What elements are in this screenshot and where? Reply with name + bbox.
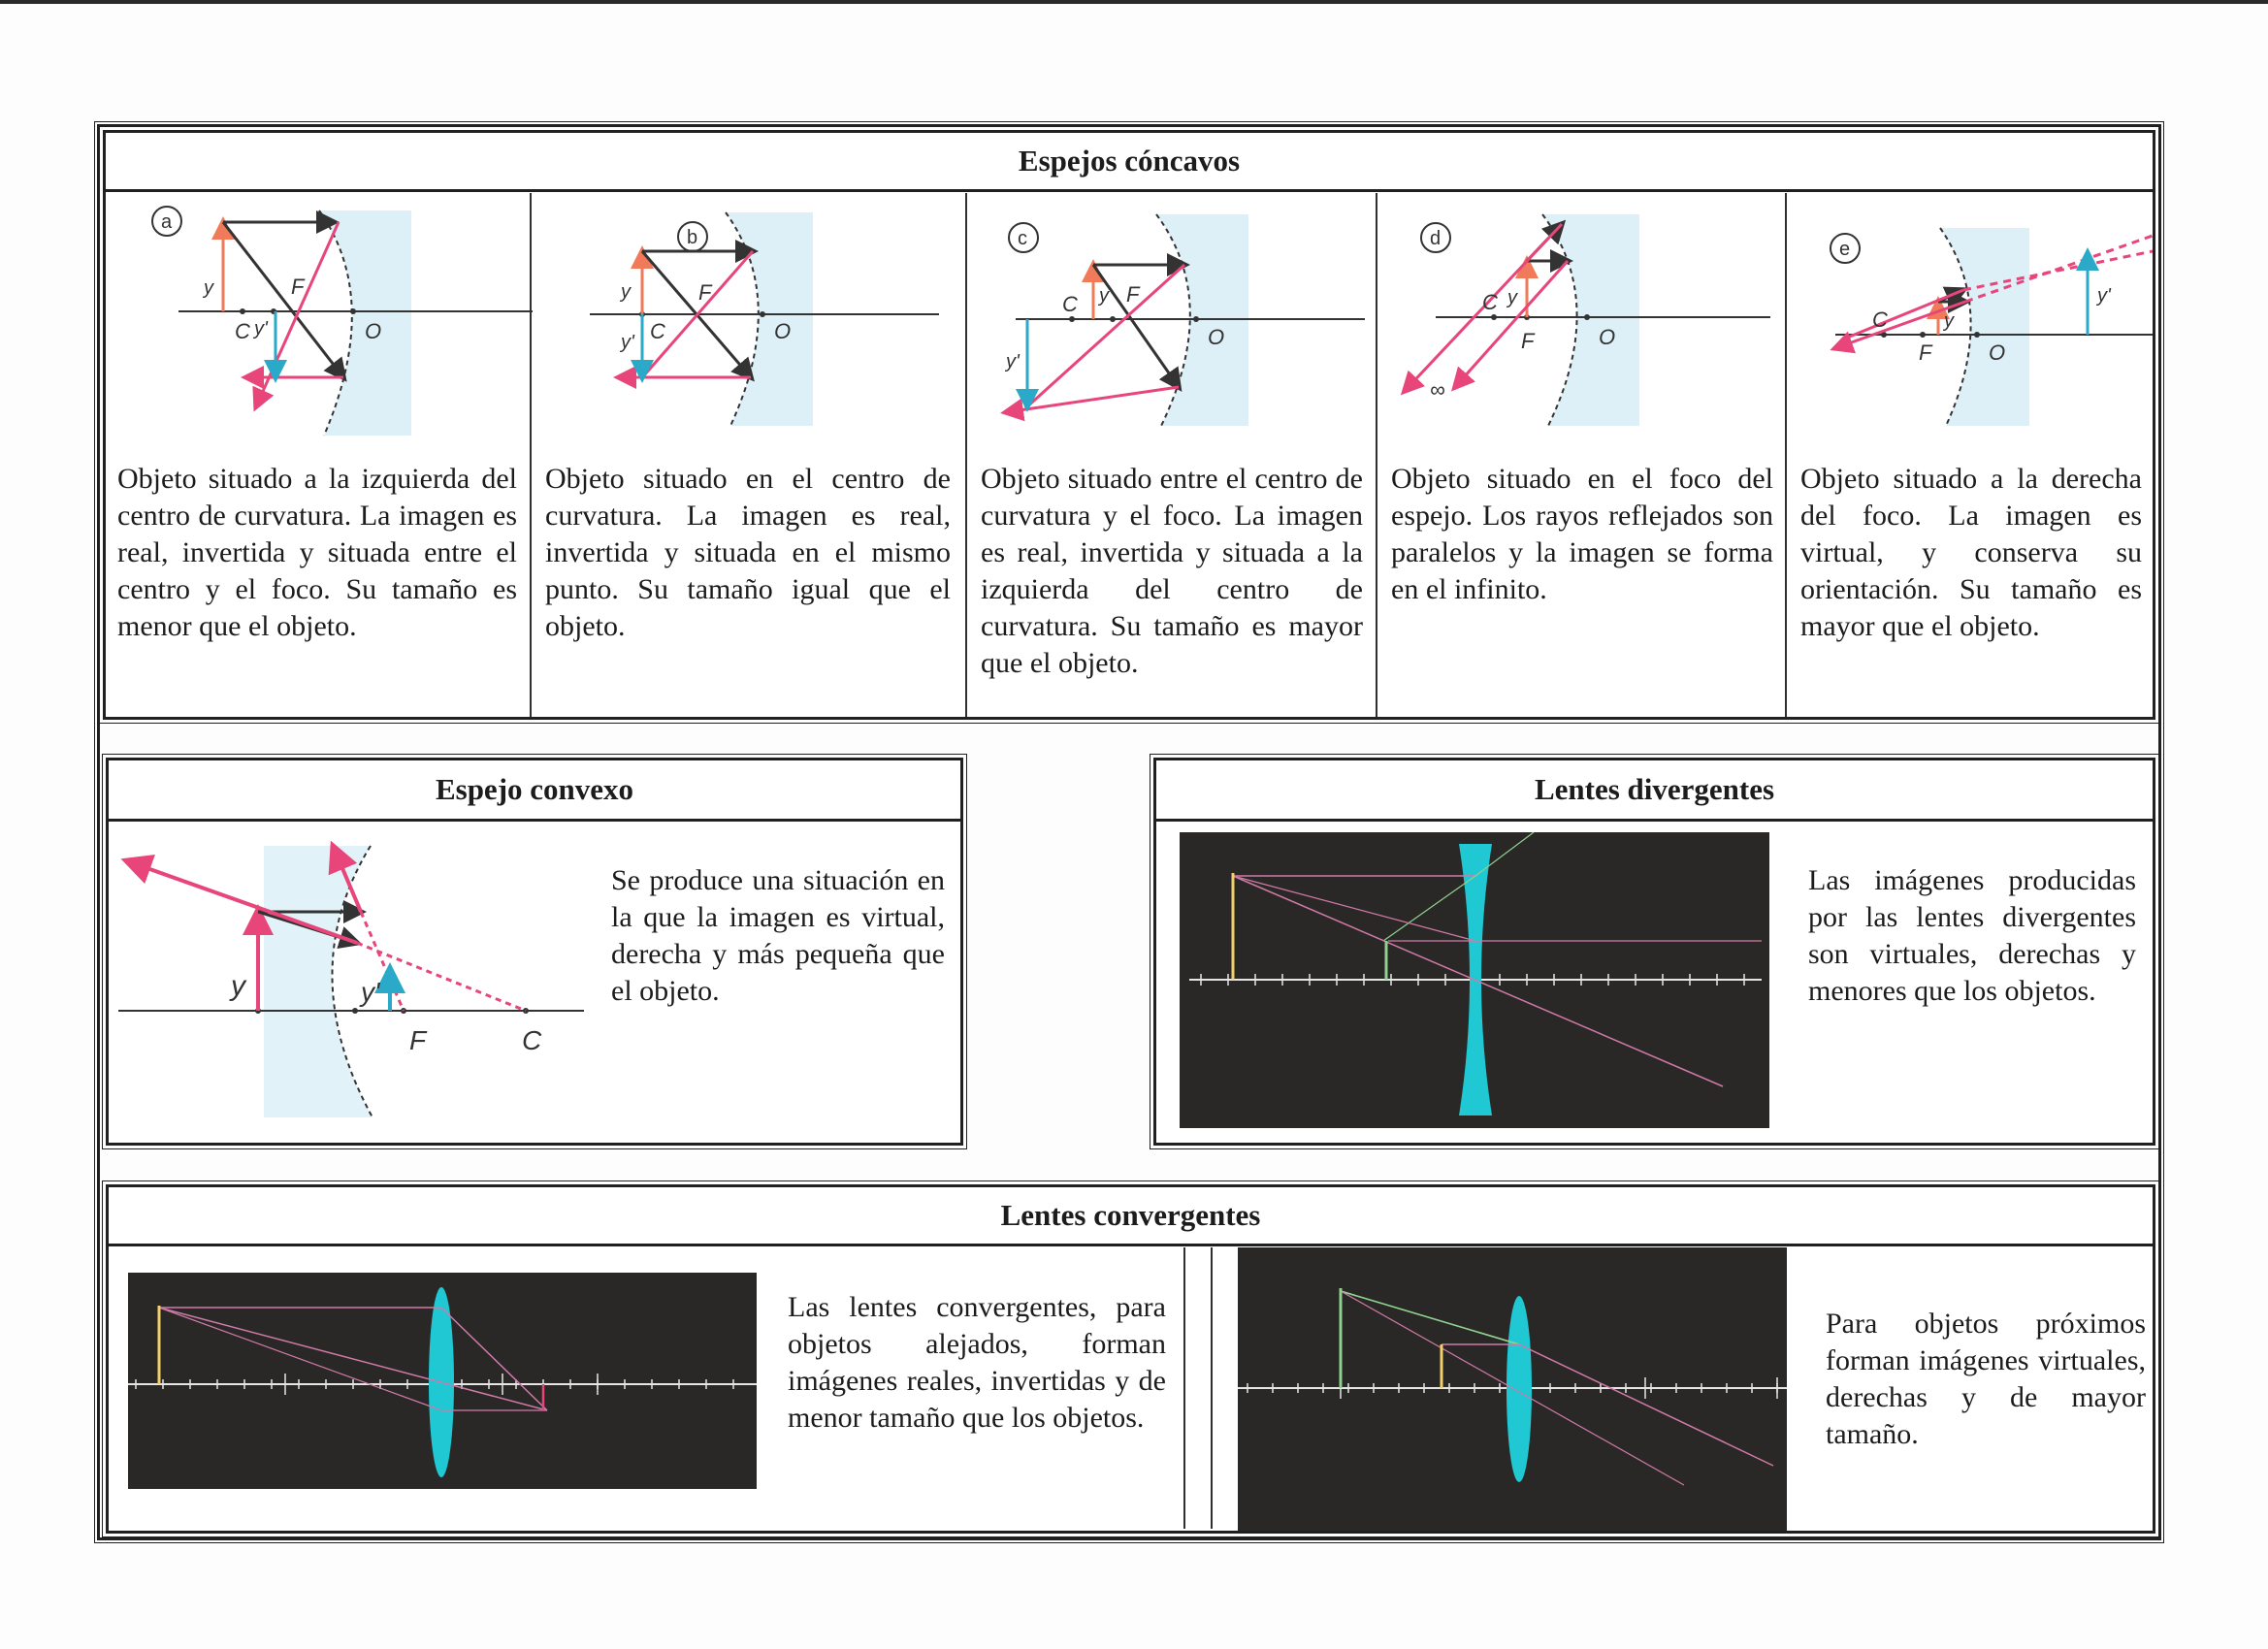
concave-a-description: Objeto situado a la izquierda del centro de curvatura. La imagen es real, invertida y situada entre el centro y el foco. Su tamaño es menor que el objeto. <box>117 463 517 642</box>
svg-text:O: O <box>1208 325 1225 349</box>
concave-d-o-point <box>1584 314 1590 320</box>
converging-far-description: Las lentes convergentes, para objetos alejados, forman imágenes reales, invertidas y de menor tamaño que los objetos. <box>788 1291 1166 1434</box>
concave-mirrors-section <box>103 130 2155 720</box>
concave-header-divider <box>106 189 2153 192</box>
convex-mirror-title: Espejo convexo <box>435 772 634 806</box>
concave-b-letter: b <box>687 227 698 248</box>
concave-a-o-label: O <box>365 319 382 343</box>
svg-text:C: C <box>1062 292 1078 316</box>
concave-d-description: Objeto situado en el foco del espejo. Los rayos reflejados son paralelos y la imagen se forma en el infinito. <box>1391 463 1773 605</box>
concave-e-letter: e <box>1839 239 1851 260</box>
convex-f-label: F <box>409 1025 427 1055</box>
concave-a-c-label: C <box>235 319 250 343</box>
convex-diagram <box>118 826 603 1137</box>
svg-text:y': y' <box>621 332 634 353</box>
concave-e-o-point <box>1974 332 1980 338</box>
convex-y-label: y <box>231 970 245 1002</box>
concave-a-c-point <box>240 308 245 314</box>
converging-near-lens <box>1507 1296 1532 1482</box>
concave-mirrors-title: Espejos cóncavos <box>1018 144 1241 178</box>
concave-case-c <box>967 193 1376 717</box>
svg-text:y: y <box>621 281 631 303</box>
converging-lenses-title: Lentes convergentes <box>1000 1198 1261 1232</box>
converging-divider <box>1183 1247 1185 1529</box>
diverging-description: Las imágenes producidas por las lentes divergentes son virtuales, derechas y menores que los objetos. <box>1808 864 2136 1007</box>
svg-text:F: F <box>1126 282 1140 307</box>
svg-text:y: y <box>1944 310 1954 332</box>
concave-c-o-point <box>1193 316 1199 322</box>
concave-diagram-b <box>532 193 958 445</box>
concave-d-letter: d <box>1430 228 1442 249</box>
concave-b-description: Objeto situado en el centro de curvatura. La imagen es real, invertida y situada en el mismo punto. Su tamaño igual que el objeto. <box>545 463 951 642</box>
concave-case-d <box>1377 193 1785 717</box>
converging-lenses-section <box>106 1184 2155 1534</box>
svg-text:C: C <box>1872 307 1888 332</box>
concave-diagram-c <box>967 193 1375 445</box>
concave-a-o-point <box>350 308 356 314</box>
svg-text:F: F <box>698 280 712 305</box>
concave-c-c-point <box>1069 316 1075 322</box>
concave-e-description: Objeto situado a la derecha del foco. La imagen es virtual, y conserva su orientación. Su tamaño es mayor que el objeto. <box>1800 463 2142 642</box>
svg-text:F: F <box>1919 340 1932 365</box>
svg-text:y: y <box>1507 287 1517 308</box>
concave-diagram-e <box>1787 193 2153 445</box>
concave-diagram-a <box>120 193 537 445</box>
concave-c-letter: c <box>1018 228 1027 249</box>
concave-c-description: Objeto situado entre el centro de curvatura y el foco. La imagen es real, invertida y situada a la izquierda del centro de curvatura. Su tamaño es mayor que el objeto. <box>981 463 1363 679</box>
concave-a-f-label: F <box>291 275 305 299</box>
concave-a-letter: a <box>161 211 173 233</box>
svg-text:C: C <box>650 319 665 343</box>
concave-case-b <box>532 193 965 717</box>
convex-c-label: C <box>522 1025 542 1055</box>
concave-e-f-point <box>1920 332 1926 338</box>
svg-text:C: C <box>1482 290 1498 314</box>
concave-case-a <box>106 193 530 717</box>
convex-yp-label: y' <box>361 977 380 1007</box>
concave-d-infinity-label: ∞ <box>1430 377 1445 402</box>
svg-text:O: O <box>774 319 792 343</box>
concave-a-yp-label: y' <box>254 318 268 340</box>
svg-text:O: O <box>1599 325 1616 349</box>
converging-near-simulation <box>1238 1247 1787 1531</box>
svg-text:y': y' <box>1006 351 1020 372</box>
outer-frame <box>97 124 2161 1540</box>
svg-text:F: F <box>1521 329 1535 353</box>
svg-text:y: y <box>1099 285 1109 307</box>
converging-near-description: Para objetos próximos forman imágenes virtuales, derechas y de mayor tamaño. <box>1826 1308 2146 1450</box>
convex-mirror-section <box>106 758 963 1146</box>
convex-description: Se produce una situación en la que la imagen es virtual, derecha y más pequeña que el objeto. <box>611 864 945 1007</box>
concave-c-f-point <box>1110 316 1116 322</box>
scan-edge <box>0 0 2268 4</box>
svg-text:y': y' <box>2097 285 2111 307</box>
diverging-lenses-title: Lentes divergentes <box>1534 772 1775 806</box>
concave-case-e <box>1787 193 2153 717</box>
concave-a-y-label: y <box>204 277 213 299</box>
svg-text:O: O <box>1989 340 2006 365</box>
concave-diagram-d <box>1377 193 1785 445</box>
diverging-lenses-section <box>1153 758 2155 1146</box>
converging-far-simulation <box>128 1273 757 1489</box>
concave-d-c-point <box>1491 314 1497 320</box>
diverging-lens-simulation <box>1180 832 1769 1128</box>
concave-b-o-point <box>760 311 765 317</box>
